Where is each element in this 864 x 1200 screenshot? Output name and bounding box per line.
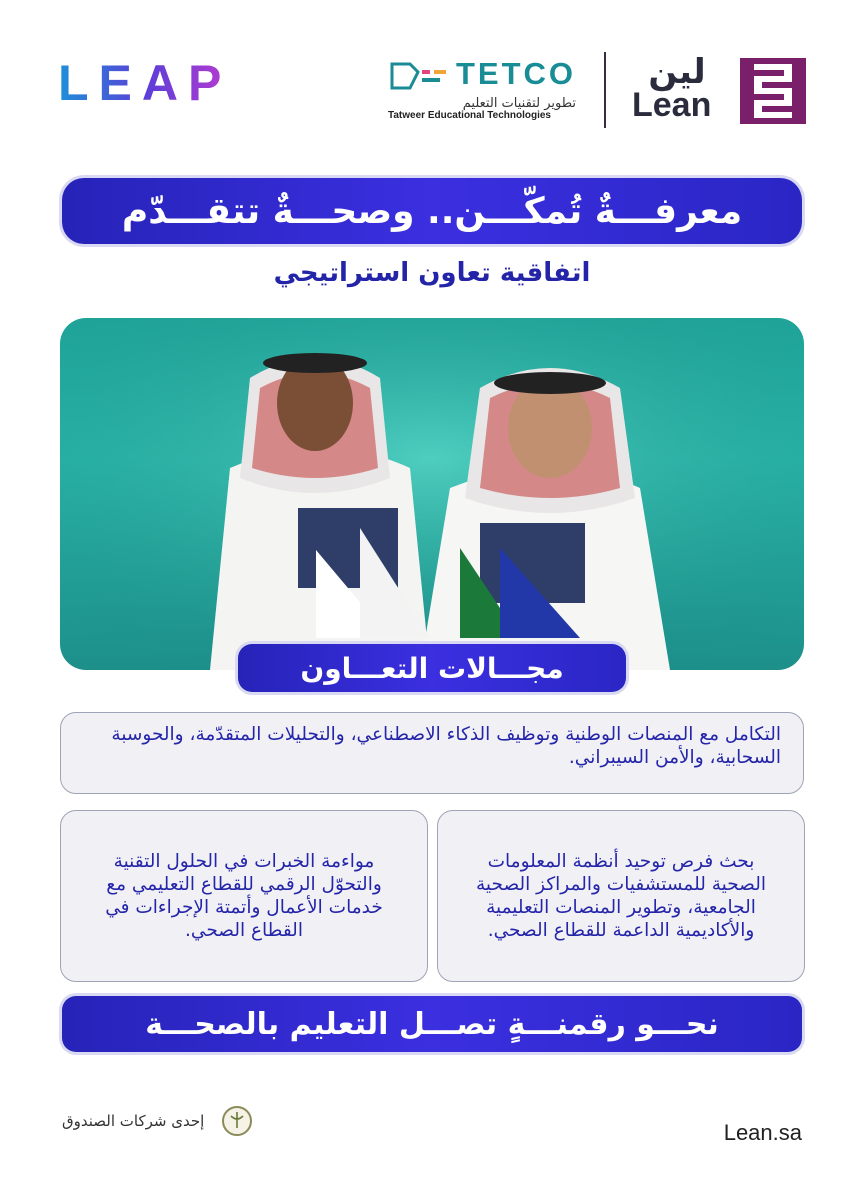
logo-divider [604,52,606,128]
leap-logo-text: LEAP [58,56,232,108]
card-integration-text: التكامل مع المنصات الوطنية وتوظيف الذكاء الاصطناعي، والتحليلات المتقدّمة، والحوسبة السحابية، والأمن السيبراني. [111,724,781,768]
fund-seal-icon [222,1106,252,1136]
bottom-banner-text: نحـــو رقمنـــةٍ تصـــل التعليم بالصحـــة [145,1006,719,1042]
website-link[interactable]: Lean.sa [723,1120,802,1145]
book-icon [388,60,450,92]
tetco-english-name: Tatweer Educational Technologies [388,110,551,121]
headline-banner [62,178,802,244]
signing-photo [60,318,804,670]
fund-companies-text: إحدى شركات الصندوق [62,1112,205,1130]
card-health-systems [437,810,805,982]
lean-logo [628,52,808,126]
card-expertise-text: مواءمة الخبرات في الحلول التقنية والتحوّل الرقمي للقطاع التعليمي مع خدمات الأعمال وأتمتة الإجراءات في القطاع الصحي. [105,851,383,941]
subheadline: اتفاقية تعاون استراتيجي [273,258,591,288]
card-health-systems-text: بحث فرص توحيد أنظمة المعلومات الصحية للمستشفيات والمراكز الصحية الجامعية، وتطوير المنصات التعليمية والأكاديمية الداعمة للقطاع الصحي. [476,851,766,941]
cooperation-areas-banner [238,644,626,692]
card-integration [60,712,804,794]
cooperation-areas-label: مجـــالات التعـــاون [300,651,564,685]
lean-arabic-name: لين [648,52,706,92]
bottom-banner [62,996,802,1052]
tetco-logo [388,56,578,124]
tetco-arabic-name: تطوير لتقنيات التعليم [462,96,576,111]
headline-text: معرفـــةٌ تُمكّـــن.. وصحـــةٌ تتقـــدّم [121,190,743,232]
tetco-wordmark: TETCO [456,56,577,91]
lean-english-name: Lean [632,86,712,124]
signing-ceremony-illustration [60,318,804,670]
leap-logo [58,56,270,108]
lean-emblem-icon [740,58,806,124]
card-expertise [60,810,428,982]
